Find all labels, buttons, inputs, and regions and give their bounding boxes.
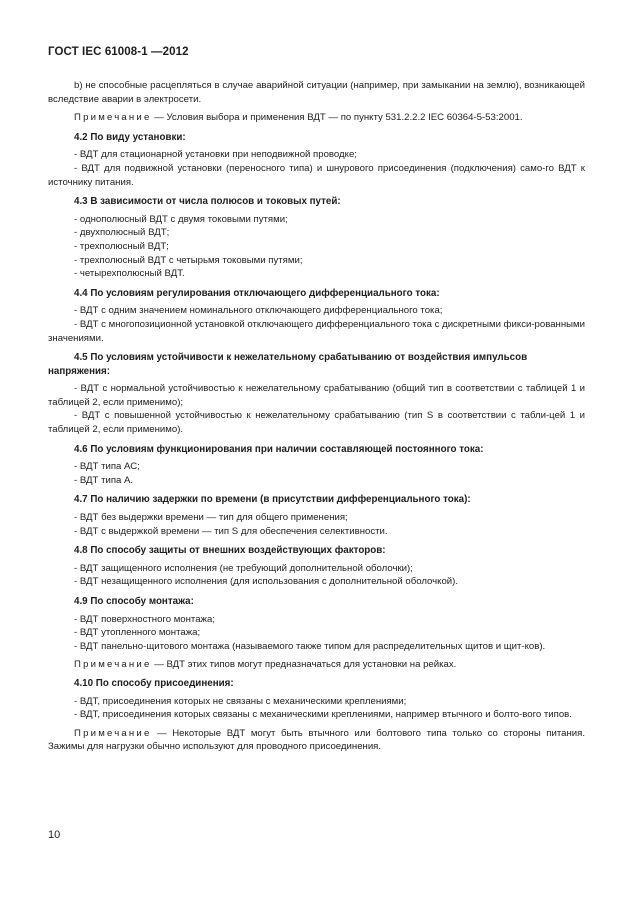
list-item: - ВДТ утопленного монтажа; (74, 627, 201, 639)
list-item: - ВДТ с одним значением номинального отключающего дифференциального тока; (74, 305, 443, 317)
note-text: — Некоторые ВДТ могут быть втычного или болтового типа только со стороны питания. Зажимы для нагрузки обычно используют для проводного присоединения. (48, 727, 585, 753)
list-item: - ВДТ с многопозиционной установкой отключающего дифференциального тока с дискретными фикси-рованными значениями. (48, 318, 585, 344)
paragraph-b: b) не способные расцепляться в случае аварийной ситуации (например, при замыкании на землю), возникающей вследствие аварии в электросети. (48, 80, 585, 105)
list-item: - ВДТ с выдержкой времени — тип S для обеспечения селективности. (74, 525, 388, 537)
section-heading-4-9: 4.9 По способу монтажа: (74, 596, 194, 607)
list-item: - двухполюсный ВДТ; (74, 227, 170, 239)
list-item: - ВДТ для подвижной установки (переносного типа) и шнурового присоединения (подключения) само-го ВДТ к источнику питания. (48, 162, 585, 188)
note (48, 111, 585, 125)
list-item: - ВДТ для стационарной установки при неподвижной проводке; (74, 149, 357, 161)
list-item: - ВДТ без выдержки времени — тип для общего применения; (74, 512, 348, 524)
list-item: - ВДТ защищенного исполнения (не требующий дополнительной оболочки); (74, 562, 413, 574)
list-item: - однополюсный ВДТ с двумя токовыми путями; (74, 213, 288, 225)
note-label: Примечание (74, 112, 152, 124)
list-item: - ВДТ, присоединения которых связаны с механическими креплениями, например втычного и болто-вого типов. (74, 709, 572, 721)
note-text: — ВДТ этих типов могут предназначаться для установки на рейках. (151, 659, 457, 671)
note-text: — Условия выбора и применения ВДТ — по пункту 531.2.2.2 IEC 60364-5-53:2001. (151, 112, 523, 124)
document-header: ГОСТ IEC 61008-1 —2012 (48, 46, 189, 58)
section-heading-4-10: 4.10 По способу присоединения: (74, 677, 234, 689)
section-heading-4-4: 4.4 По условиям регулирования отключающего дифференциального тока: (74, 287, 440, 299)
list-item: - ВДТ поверхностного монтажа; (74, 613, 215, 625)
note-label: Примечание (74, 659, 152, 671)
page-number: 10 (48, 829, 61, 841)
section-heading-4-8: 4.8 По способу защиты от внешних воздействующих факторов: (74, 545, 386, 557)
section-heading-4-7: 4.7 По наличию задержки по времени (в присутствии дифференциального тока): (74, 494, 471, 506)
list-item: - ВДТ незащищенного исполнения (для использования с дополнительной оболочкой). (74, 576, 459, 588)
list-item: - ВДТ панельно-щитового монтажа (называемого также типом для распределительных щитов и щит-ков). (74, 640, 546, 652)
list-item: - ВДТ с нормальной устойчивостью к нежелательному срабатыванию (общий тип в соответствии с таблицей 1 и таблицей 2, если применимо); (48, 383, 585, 408)
section-heading-4-2: 4.2 По виду установки: (74, 131, 186, 143)
note-label: Примечание (74, 727, 152, 739)
list-item: - трехполюсный ВДТ с четырьмя токовыми путями; (74, 254, 303, 266)
list-item: - ВДТ с повышенной устойчивостью к нежелательному срабатыванию (тип S в соответствии с табли-цей 1 и таблицей 2, если применимо). (48, 410, 585, 436)
list-item: - ВДТ типа АС; (74, 461, 140, 473)
document-body (48, 79, 585, 754)
section-heading-4-6: 4.6 По условиям функционирования при наличии составляющей постоянного тока: (74, 443, 484, 455)
section-heading-4-5: 4.5 По условиям устойчивости к нежелательному срабатыванию от воздействия импульсов напряжения: (48, 352, 528, 377)
note (48, 658, 585, 672)
section-heading-4-3: 4.3 В зависимости от числа полюсов и токовых путей: (74, 196, 341, 208)
list-item: - ВДТ, присоединения которых не связаны с механическими креплениями; (74, 695, 407, 707)
list-item: - четырехполюсный ВДТ. (74, 268, 185, 280)
list-item: - трехполюсный ВДТ; (74, 240, 169, 252)
note (48, 727, 585, 754)
list-item: - ВДТ типа А. (74, 474, 134, 486)
